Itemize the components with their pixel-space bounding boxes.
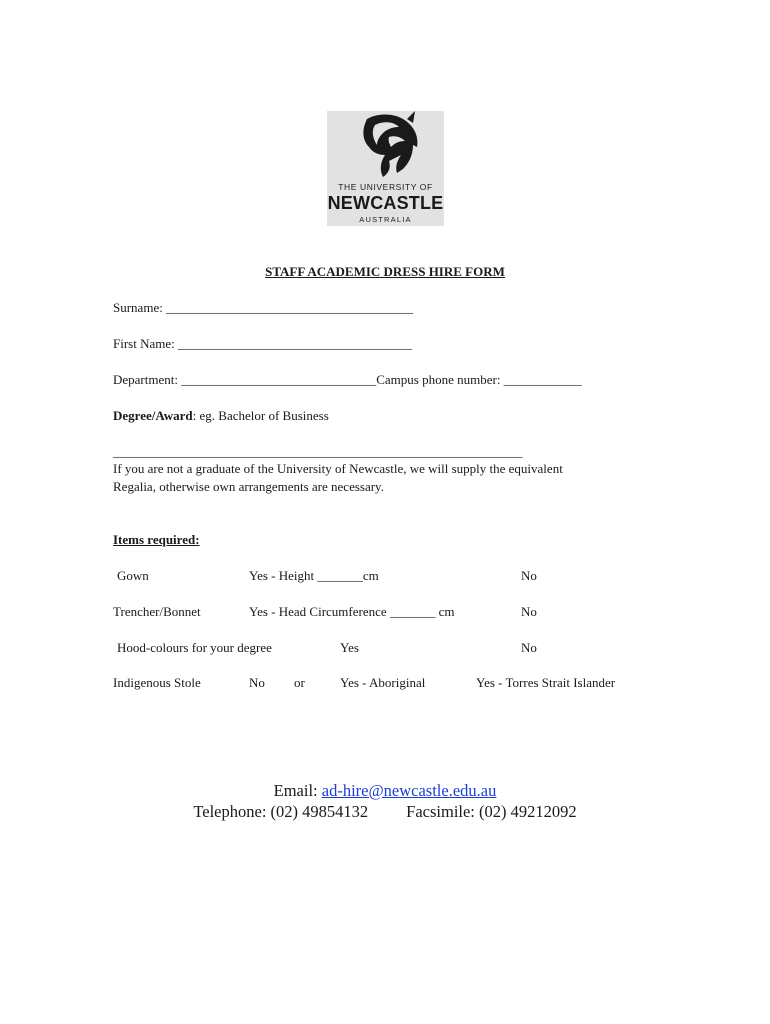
degree-field[interactable]: _______________________________________________________________ bbox=[113, 444, 523, 459]
stole-torres-option[interactable]: Yes - Torres Strait Islander bbox=[476, 675, 616, 690]
phone-fax-line bbox=[0, 802, 770, 822]
hood-label: Hood-colours for your degree bbox=[117, 640, 272, 655]
gown-yes-option[interactable]: Yes - Height _______cm bbox=[249, 568, 379, 583]
university-logo bbox=[327, 111, 444, 226]
degree-hint: : eg. Bachelor of Business bbox=[192, 408, 329, 423]
email-line bbox=[0, 781, 770, 801]
horse-head-icon bbox=[327, 111, 444, 181]
trencher-label: Trencher/Bonnet bbox=[113, 604, 201, 619]
degree-label: Degree/Award bbox=[113, 408, 193, 423]
note-line-2: Regalia, otherwise own arrangements are necessary. bbox=[113, 479, 384, 494]
telephone-text: Telephone: (02) 49854132 bbox=[193, 802, 369, 821]
facsimile-text: Facsimile: (02) 49212092 bbox=[406, 802, 577, 821]
stole-or-text: or bbox=[294, 675, 305, 690]
items-heading: Items required: bbox=[113, 532, 200, 547]
note-line-1: If you are not a graduate of the University of Newcastle, we will supply the equivalent bbox=[113, 461, 563, 476]
email-link[interactable]: ad-hire@newcastle.edu.au bbox=[321, 781, 497, 800]
logo-line-1: THE UNIVERSITY OF bbox=[338, 182, 433, 192]
surname-field[interactable]: Surname: ______________________________________ bbox=[113, 300, 414, 315]
hood-no-option[interactable]: No bbox=[521, 640, 537, 655]
stole-aboriginal-option[interactable]: Yes - Aboriginal bbox=[340, 675, 426, 690]
gown-no-option[interactable]: No bbox=[521, 568, 537, 583]
logo-line-2: NEWCASTLE bbox=[327, 193, 444, 213]
trencher-no-option[interactable]: No bbox=[521, 604, 537, 619]
gown-label: Gown bbox=[117, 568, 149, 583]
logo-line-3: AUSTRALIA bbox=[359, 215, 412, 224]
hood-yes-option[interactable]: Yes bbox=[340, 640, 359, 655]
email-label: Email: bbox=[273, 781, 322, 800]
first-name-field[interactable]: First Name: ____________________________________ bbox=[113, 336, 412, 351]
degree-row bbox=[113, 408, 329, 424]
stole-no-option[interactable]: No bbox=[249, 675, 265, 690]
department-field[interactable]: Department: ______________________________Campus phone number: ____________ bbox=[113, 372, 582, 387]
form-title: STAFF ACADEMIC DRESS HIRE FORM bbox=[265, 264, 505, 279]
stole-label: Indigenous Stole bbox=[113, 675, 201, 690]
trencher-yes-option[interactable]: Yes - Head Circumference _______ cm bbox=[249, 604, 455, 619]
